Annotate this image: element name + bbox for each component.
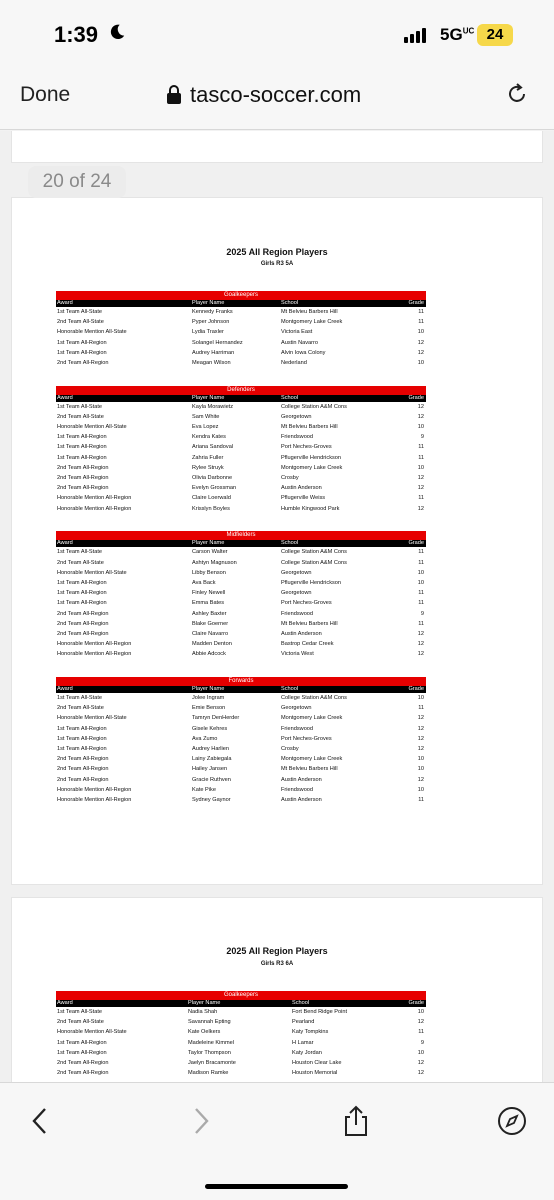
grade-cell: 12 — [417, 403, 424, 410]
table-row — [56, 578, 426, 588]
table-row — [56, 724, 426, 734]
school-cell: Fort Bend Ridge Point — [292, 1009, 348, 1015]
award-cell: 2nd Team All-Region — [57, 359, 109, 366]
grade-cell: 10 — [417, 424, 424, 431]
grade-cell: 10 — [417, 786, 424, 793]
table-row — [56, 639, 426, 649]
player-cell: Ava Zumo — [192, 735, 218, 742]
column-header-row — [56, 540, 426, 547]
section-midfielders — [56, 531, 426, 659]
grade-cell: 11 — [418, 590, 424, 597]
back-icon[interactable] — [25, 1105, 57, 1137]
player-cell: Sydney Gaynor — [192, 796, 231, 803]
url-bar[interactable] — [166, 82, 361, 108]
forward-icon[interactable] — [184, 1105, 216, 1137]
award-cell: Honorable Mention All-State — [57, 329, 127, 336]
grade-cell: 11 — [418, 549, 424, 556]
grade-cell: 12 — [417, 746, 424, 753]
player-cell: Taylor Thompson — [188, 1049, 231, 1056]
section-header: Forwards — [56, 677, 426, 686]
grade-cell: 9 — [420, 610, 424, 617]
player-cell: Lydia Traxler — [192, 329, 224, 336]
grade-cell: 11 — [418, 600, 424, 607]
player-cell: Jolee Ingram — [192, 695, 225, 702]
grade-cell: 12 — [417, 725, 424, 732]
table-row — [56, 453, 426, 463]
table-row — [56, 432, 426, 442]
school-cell: Montgomery Lake Creek — [281, 464, 343, 471]
column-header-player: Player Name — [192, 540, 225, 547]
pdf-viewer[interactable] — [0, 131, 554, 1082]
column-header-grade: Grade — [408, 686, 424, 693]
award-cell: 2nd Team All-State — [57, 1019, 104, 1026]
section-header: Midfielders — [56, 531, 426, 540]
school-cell: Pearland — [292, 1019, 315, 1026]
table-row — [56, 1048, 426, 1058]
award-cell: 2nd Team All-Region — [57, 620, 109, 627]
grade-cell: 12 — [417, 651, 424, 658]
player-cell: Ava Back — [192, 579, 216, 586]
player-cell: Madeleine Kimmel — [188, 1039, 235, 1046]
award-cell: Honorable Mention All-State — [57, 569, 127, 576]
award-cell: 2nd Team All-Region — [57, 776, 109, 783]
school-cell: Mt Belvieu Barbers Hill — [281, 309, 338, 315]
player-cell: Ashtyn Magnuson — [192, 559, 237, 566]
player-cell: Claire Navarro — [192, 630, 229, 637]
award-cell: 1st Team All-Region — [57, 600, 107, 607]
award-cell: 1st Team All-State — [57, 403, 102, 410]
school-cell: Austin Navarro — [281, 339, 318, 346]
player-cell: Zahria Fuller — [192, 454, 224, 461]
grade-cell: 12 — [417, 505, 424, 512]
school-cell: Mt Belvieu Barbers Hill — [281, 766, 338, 773]
reload-icon[interactable] — [505, 82, 529, 106]
player-cell: Rylee Struyk — [192, 464, 224, 471]
school-cell: Friendswood — [281, 610, 314, 617]
player-cell: Emie Benson — [192, 705, 226, 712]
award-cell: Honorable Mention All-State — [57, 424, 127, 431]
grade-cell: 11 — [418, 620, 424, 627]
award-cell: Honorable Mention All-Region — [57, 796, 132, 803]
table-row — [56, 1027, 426, 1037]
award-cell: 2nd Team All-Region — [57, 475, 109, 481]
school-cell: Montgomery Lake Creek — [281, 756, 343, 763]
player-cell: Abbie Adcock — [192, 651, 226, 658]
grade-cell: 9 — [420, 1039, 424, 1046]
player-cell: Meagan Wilson — [192, 359, 231, 366]
table-row — [56, 338, 426, 348]
grade-cell: 12 — [417, 413, 424, 420]
table-row — [56, 649, 426, 659]
column-header-row — [56, 686, 426, 693]
grade-cell: 11 — [418, 1029, 424, 1036]
grade-cell: 12 — [417, 1059, 424, 1066]
player-cell: Ashley Baxter — [192, 610, 227, 617]
column-header-school: School — [281, 686, 299, 693]
school-cell: College Station A&M Cons — [281, 695, 347, 702]
player-cell: Krisslyn Boyles — [192, 505, 230, 512]
grade-cell: 10 — [417, 359, 424, 366]
column-header-player: Player Name — [192, 300, 225, 306]
player-cell: Finley Newell — [192, 590, 226, 597]
status-time: 1:39 — [54, 22, 99, 47]
grade-cell: 10 — [417, 1049, 424, 1056]
award-cell: 1st Team All-State — [57, 309, 102, 315]
school-cell: Montgomery Lake Creek — [281, 319, 343, 326]
award-cell: 2nd Team All-Region — [57, 766, 109, 773]
school-cell: Georgetown — [281, 413, 312, 420]
player-cell: Tamryn DenHerder — [192, 715, 240, 722]
document-title: 2025 All Region Players — [226, 247, 328, 257]
column-header-player: Player Name — [188, 1000, 221, 1006]
section-header: Goalkeepers — [56, 291, 426, 300]
table-row — [56, 504, 426, 514]
column-header-grade: Grade — [408, 300, 424, 306]
player-cell: Solangel Hernandez — [192, 339, 243, 346]
grade-cell: 10 — [417, 464, 424, 471]
award-cell: 2nd Team All-Region — [57, 610, 109, 617]
award-cell: 1st Team All-Region — [57, 579, 107, 586]
table-row — [56, 473, 426, 483]
school-cell: College Station A&M Cons — [281, 403, 347, 410]
column-header-school: School — [281, 394, 299, 401]
table-row — [56, 348, 426, 358]
school-cell: H Lamar — [292, 1039, 314, 1046]
player-cell: Kendra Kates — [192, 434, 226, 441]
pdf-page — [11, 131, 543, 163]
player-cell: Kate Pike — [192, 786, 216, 793]
column-header-row — [56, 1000, 426, 1007]
player-cell: Kennedy Franks — [192, 309, 233, 315]
section-goalkeepers — [56, 991, 426, 1078]
award-cell: 1st Team All-Region — [57, 590, 107, 597]
table-row — [56, 775, 426, 785]
award-cell: 1st Team All-Region — [57, 1039, 107, 1046]
table-row — [56, 1058, 426, 1068]
player-cell: Claire Loerwald — [192, 495, 231, 502]
page-counter: 20 of 24 — [28, 166, 126, 198]
grade-cell: 11 — [418, 319, 424, 326]
grade-cell: 11 — [418, 309, 424, 315]
section-goalkeepers — [56, 291, 426, 368]
award-cell: 1st Team All-Region — [57, 444, 107, 451]
home-indicator — [205, 1184, 348, 1189]
compass-icon[interactable] — [496, 1105, 528, 1137]
column-header-row — [56, 300, 426, 307]
table-row — [56, 422, 426, 432]
table-row — [56, 1068, 426, 1078]
grade-cell: 12 — [417, 715, 424, 722]
table-row — [56, 317, 426, 327]
player-cell: Savannah Epting — [188, 1019, 231, 1026]
player-cell: Olivia Darbonne — [192, 475, 233, 481]
player-cell: Pyper Johnson — [192, 319, 230, 326]
browser-toolbar — [0, 62, 554, 130]
signal-icon — [404, 28, 426, 43]
section-header: Goalkeepers — [56, 991, 426, 1000]
grade-cell: 12 — [417, 641, 424, 648]
award-cell: 1st Team All-Region — [57, 735, 107, 742]
award-cell: 1st Team All-State — [57, 1009, 102, 1015]
award-cell: 1st Team All-State — [57, 695, 102, 702]
document-subtitle: Girls R3 6A — [260, 961, 294, 967]
column-header-award: Award — [57, 686, 73, 693]
table-row — [56, 327, 426, 337]
column-header-award: Award — [57, 540, 73, 547]
table-row — [56, 785, 426, 795]
section-forwards — [56, 677, 426, 805]
award-cell: 2nd Team All-Region — [57, 630, 109, 637]
table-row — [56, 412, 426, 422]
lock-icon — [166, 85, 182, 105]
school-cell: Georgetown — [281, 569, 312, 576]
school-cell: Port Neches-Groves — [281, 600, 332, 607]
award-cell: 2nd Team All-Region — [57, 1070, 109, 1077]
player-cell: Sam White — [192, 413, 220, 420]
school-cell: Katy Tompkins — [292, 1029, 329, 1036]
grade-cell: 9 — [420, 434, 424, 441]
table-row — [56, 1007, 426, 1017]
player-cell: Gracie Ruthven — [192, 776, 231, 783]
player-cell: Audrey Harriman — [192, 349, 235, 356]
school-cell: Mt Belvieu Barbers Hill — [281, 424, 338, 431]
table-row — [56, 795, 426, 805]
player-cell: Libby Benson — [192, 569, 226, 576]
document-title: 2025 All Region Players — [226, 946, 328, 956]
school-cell: Houston Clear Lake — [292, 1059, 342, 1066]
pdf-page — [11, 197, 543, 885]
column-header-school: School — [281, 540, 299, 547]
school-cell: Pflugerville Hendrickson — [281, 579, 342, 586]
grade-cell: 12 — [417, 485, 424, 492]
school-cell: College Station A&M Cons — [281, 559, 347, 566]
school-cell: Victoria East — [281, 329, 313, 336]
status-bar — [0, 0, 554, 62]
table-row — [56, 307, 426, 317]
school-cell: Mt Belvieu Barbers Hill — [281, 620, 338, 627]
player-cell: Eva Lopez — [192, 424, 219, 431]
award-cell: Honorable Mention All-Region — [57, 505, 132, 512]
grade-cell: 12 — [417, 1019, 424, 1026]
school-cell: Georgetown — [281, 590, 312, 597]
column-header-award: Award — [57, 1000, 73, 1006]
grade-cell: 10 — [417, 329, 424, 336]
table-row — [56, 754, 426, 764]
school-cell: Pflugerville Hendrickson — [281, 454, 342, 461]
grade-cell: 12 — [417, 349, 424, 356]
award-cell: 1st Team All-Region — [57, 434, 107, 441]
section-header: Defenders — [56, 386, 426, 395]
award-cell: 2nd Team All-Region — [57, 756, 109, 763]
table-row — [56, 1017, 426, 1027]
network-label: $5G^{UC}$ — [440, 25, 475, 44]
player-cell: Evelyn Grossman — [192, 485, 237, 492]
player-cell: Madison Ramke — [188, 1070, 229, 1077]
browser-bottom-bar — [0, 1082, 554, 1200]
grade-cell: 10 — [417, 766, 424, 773]
table-row — [56, 558, 426, 568]
award-cell: 2nd Team All-Region — [57, 1059, 109, 1066]
table-row — [56, 703, 426, 713]
done-button[interactable]: Done — [20, 83, 71, 106]
grade-cell: 10 — [417, 756, 424, 763]
table-row — [56, 744, 426, 754]
award-cell: 2nd Team All-State — [57, 413, 104, 420]
player-cell: Kayla Morawietz — [192, 403, 234, 410]
school-cell: Houston Memorial — [292, 1070, 338, 1077]
school-cell: Austin Anderson — [281, 796, 322, 803]
school-cell: Katy Jordan — [292, 1049, 322, 1056]
grade-cell: 11 — [418, 559, 424, 566]
column-header-grade: Grade — [408, 540, 424, 547]
pdf-page — [11, 897, 543, 1082]
school-cell: Victoria West — [281, 651, 314, 658]
player-cell: Audrey Harlien — [192, 746, 229, 753]
award-cell: Honorable Mention All-Region — [57, 786, 132, 793]
grade-cell: 12 — [417, 1070, 424, 1077]
table-row — [56, 493, 426, 503]
table-row — [56, 764, 426, 774]
school-cell: Port Neches-Groves — [281, 735, 332, 742]
table-row — [56, 588, 426, 598]
school-cell: Austin Anderson — [281, 776, 322, 783]
player-cell: Lainy Zabiegala — [192, 756, 232, 763]
school-cell: Pflugerville Weiss — [281, 495, 326, 502]
table-row — [56, 693, 426, 703]
battery-indicator: 24 — [477, 24, 513, 46]
moon-icon — [108, 23, 126, 41]
player-cell: Kate Oelkers — [188, 1029, 221, 1036]
document-subtitle: Girls R3 5A — [260, 261, 294, 267]
award-cell: Honorable Mention All-Region — [57, 495, 132, 502]
award-cell: 1st Team All-Region — [57, 349, 107, 356]
player-cell: Carson Walter — [192, 549, 228, 556]
school-cell: Montgomery Lake Creek — [281, 715, 343, 722]
award-cell: 1st Team All-Region — [57, 746, 107, 753]
grade-cell: 11 — [418, 454, 424, 461]
award-cell: Honorable Mention All-State — [57, 715, 127, 722]
table-row — [56, 734, 426, 744]
school-cell: Nederland — [281, 359, 307, 366]
award-cell: 2nd Team All-State — [57, 319, 104, 326]
grade-cell: 11 — [418, 444, 424, 451]
school-cell: Humble Kingwood Park — [281, 505, 340, 512]
school-cell: Friendswood — [281, 434, 314, 441]
school-cell: Crosby — [281, 475, 299, 481]
award-cell: 1st Team All-Region — [57, 339, 107, 346]
award-cell: 1st Team All-Region — [57, 454, 107, 461]
award-cell: Honorable Mention All-Region — [57, 641, 132, 648]
award-cell: 2nd Team All-Region — [57, 464, 109, 471]
table-row — [56, 598, 426, 608]
column-header-school: School — [281, 300, 299, 306]
player-cell: Gisele Kehres — [192, 725, 228, 732]
table-row — [56, 629, 426, 639]
column-header-award: Award — [57, 300, 73, 306]
grade-cell: 10 — [417, 695, 424, 702]
table-row — [56, 568, 426, 578]
grade-cell: 10 — [417, 1009, 424, 1015]
school-cell: Bastrop Cedar Creek — [281, 641, 334, 648]
table-row — [56, 619, 426, 629]
school-cell: Austin Anderson — [281, 630, 322, 637]
column-header-grade: Grade — [408, 394, 424, 401]
grade-cell: 10 — [417, 579, 424, 586]
school-cell: Friendswood — [281, 786, 314, 793]
section-defenders — [56, 386, 426, 514]
table-row — [56, 609, 426, 619]
grade-cell: 11 — [418, 796, 424, 803]
player-cell: Blake Goerner — [192, 620, 229, 627]
award-cell: 2nd Team All-State — [57, 705, 104, 712]
grade-cell: 12 — [417, 735, 424, 742]
player-cell: Madden Denton — [192, 641, 232, 648]
award-cell: 2nd Team All-State — [57, 559, 104, 566]
player-cell: Nadia Shah — [188, 1009, 218, 1015]
school-cell: Port Neches-Groves — [281, 444, 332, 451]
award-cell: Honorable Mention All-Region — [57, 651, 132, 658]
url-text: tasco-soccer.com — [190, 82, 362, 107]
award-cell: Honorable Mention All-State — [57, 1029, 127, 1036]
share-icon[interactable] — [340, 1105, 372, 1137]
table-row — [56, 1038, 426, 1048]
column-header-award: Award — [57, 394, 73, 401]
player-cell: Emma Bates — [192, 600, 225, 607]
grade-cell: 12 — [417, 776, 424, 783]
player-cell: Ariana Sandoval — [192, 444, 234, 451]
table-row — [56, 358, 426, 368]
table-row — [56, 442, 426, 452]
grade-cell: 12 — [417, 339, 424, 346]
award-cell: 1st Team All-State — [57, 549, 102, 556]
grade-cell: 10 — [417, 569, 424, 576]
grade-cell: 11 — [418, 495, 424, 502]
school-cell: Crosby — [281, 746, 299, 753]
grade-cell: 12 — [417, 630, 424, 637]
school-cell: Alvin Iowa Colony — [281, 349, 326, 356]
table-row — [56, 713, 426, 723]
table-row — [56, 402, 426, 412]
table-row — [56, 463, 426, 473]
grade-cell: 12 — [417, 475, 424, 481]
column-header-school: School — [292, 1000, 310, 1006]
award-cell: 1st Team All-Region — [57, 1049, 107, 1056]
column-header-player: Player Name — [192, 686, 225, 693]
grade-cell: 11 — [418, 705, 424, 712]
player-cell: Hailey Jansen — [192, 766, 228, 773]
table-row — [56, 483, 426, 493]
column-header-grade: Grade — [408, 1000, 424, 1006]
column-header-player: Player Name — [192, 394, 225, 401]
player-cell: Jaelyn Bracamonte — [188, 1059, 236, 1066]
award-cell: 2nd Team All-Region — [57, 485, 109, 492]
award-cell: 1st Team All-Region — [57, 725, 107, 732]
column-header-row — [56, 395, 426, 402]
school-cell: College Station A&M Cons — [281, 549, 347, 556]
school-cell: Friendswood — [281, 725, 314, 732]
table-row — [56, 547, 426, 557]
school-cell: Georgetown — [281, 705, 312, 712]
school-cell: Austin Anderson — [281, 485, 322, 492]
